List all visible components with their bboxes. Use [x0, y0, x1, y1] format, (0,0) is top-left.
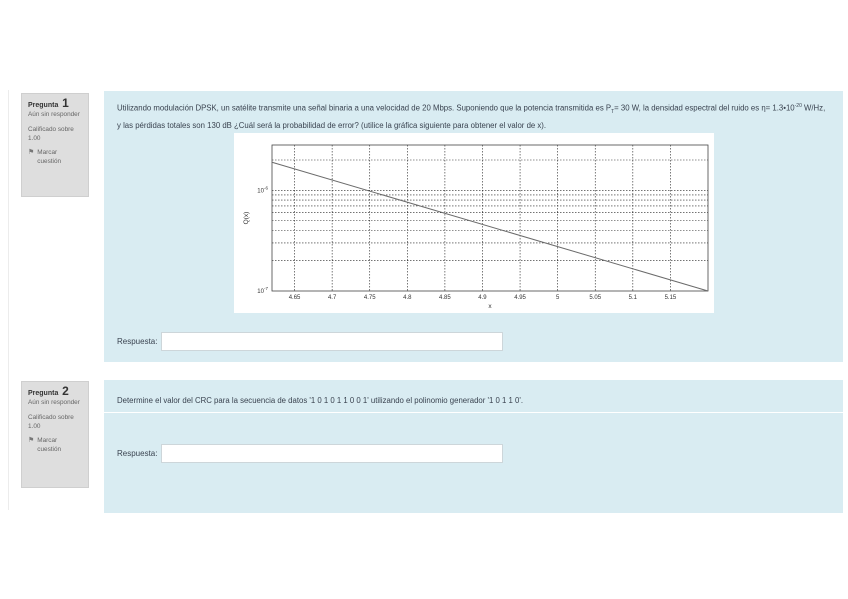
x-tick-label: 4.8	[403, 295, 412, 301]
qx-chart	[234, 133, 714, 313]
answer-label: Respuesta:	[117, 449, 158, 458]
flag-icon: ⚑	[28, 149, 35, 156]
question-1-info	[21, 93, 89, 197]
question-grade: Calificado sobre 1.00	[28, 414, 74, 430]
question-2-content	[104, 380, 843, 513]
question-text-part: = 30 W, la densidad espectral del ruido es η= 1.3•10	[614, 103, 795, 113]
y-axis-label: Q(x)	[243, 211, 250, 225]
flag-icon: ⚑	[28, 437, 35, 444]
plot-area-frame	[272, 145, 708, 291]
x-tick-label: 4.65	[288, 295, 301, 301]
left-rule	[8, 90, 9, 510]
question-number: 2	[62, 384, 69, 398]
answer-input[interactable]	[161, 332, 503, 351]
question-status: Aún sin responder	[28, 111, 80, 118]
x-tick-label: 5.1	[628, 295, 637, 301]
answer-row	[117, 444, 503, 463]
question-text-part: W/Hz, y las pérdidas totales son 130 dB ¿Cuál será la probabilidad de error? (utilice la gráfica siguiente para obtener el valor de x).	[117, 103, 826, 131]
qx-graph	[234, 133, 714, 313]
x-tick-label: 4.85	[439, 295, 451, 301]
question-label: Pregunta	[28, 390, 59, 397]
question-status: Aún sin responder	[28, 399, 80, 406]
question-text	[104, 91, 843, 133]
x-tick-label: 4.95	[514, 295, 526, 301]
answer-label: Respuesta:	[117, 337, 158, 346]
flag-label: Marcar cuestión	[37, 149, 62, 165]
question-label: Pregunta	[28, 102, 59, 109]
question-1-content	[104, 91, 843, 362]
x-tick-label: 4.75	[363, 295, 376, 301]
y-tick-label: $10^{-7}$	[257, 286, 268, 295]
question-grade: Calificado sobre 1.00	[28, 126, 74, 142]
answer-input[interactable]	[161, 444, 503, 463]
x-axis-label: x	[488, 303, 492, 310]
question-text-part: Utilizando modulación DPSK, un satélite transmite una señal binaria a una velocidad de 20 Mbps. Suponiendo que la potencia transmitida es P	[117, 103, 612, 113]
x-tick-label: 5	[555, 295, 560, 301]
flag-label: Marcar cuestión	[37, 437, 62, 453]
question-text: Determine el valor del CRC para la secuencia de datos '1 0 1 0 1 1 0 0 1' utilizando el polinomio generador '1 0 1 1 0'.	[117, 396, 524, 405]
question-2-info	[21, 381, 89, 488]
y-tick-label: $10^{-6}$	[257, 185, 268, 195]
flag-question-link[interactable]	[28, 148, 82, 166]
subscript-t: T	[611, 109, 615, 116]
question-divider	[104, 412, 843, 413]
flag-question-link[interactable]	[28, 436, 82, 454]
superscript-exponent: -20	[794, 103, 802, 109]
x-tick-label: 5.15	[664, 295, 677, 301]
x-tick-label: 5.05	[589, 295, 602, 301]
x-tick-label: 4.7	[327, 295, 337, 301]
x-tick-label: 4.9	[478, 295, 487, 301]
answer-row	[117, 332, 503, 351]
q-function-line	[272, 162, 708, 291]
question-number: 1	[62, 96, 69, 110]
